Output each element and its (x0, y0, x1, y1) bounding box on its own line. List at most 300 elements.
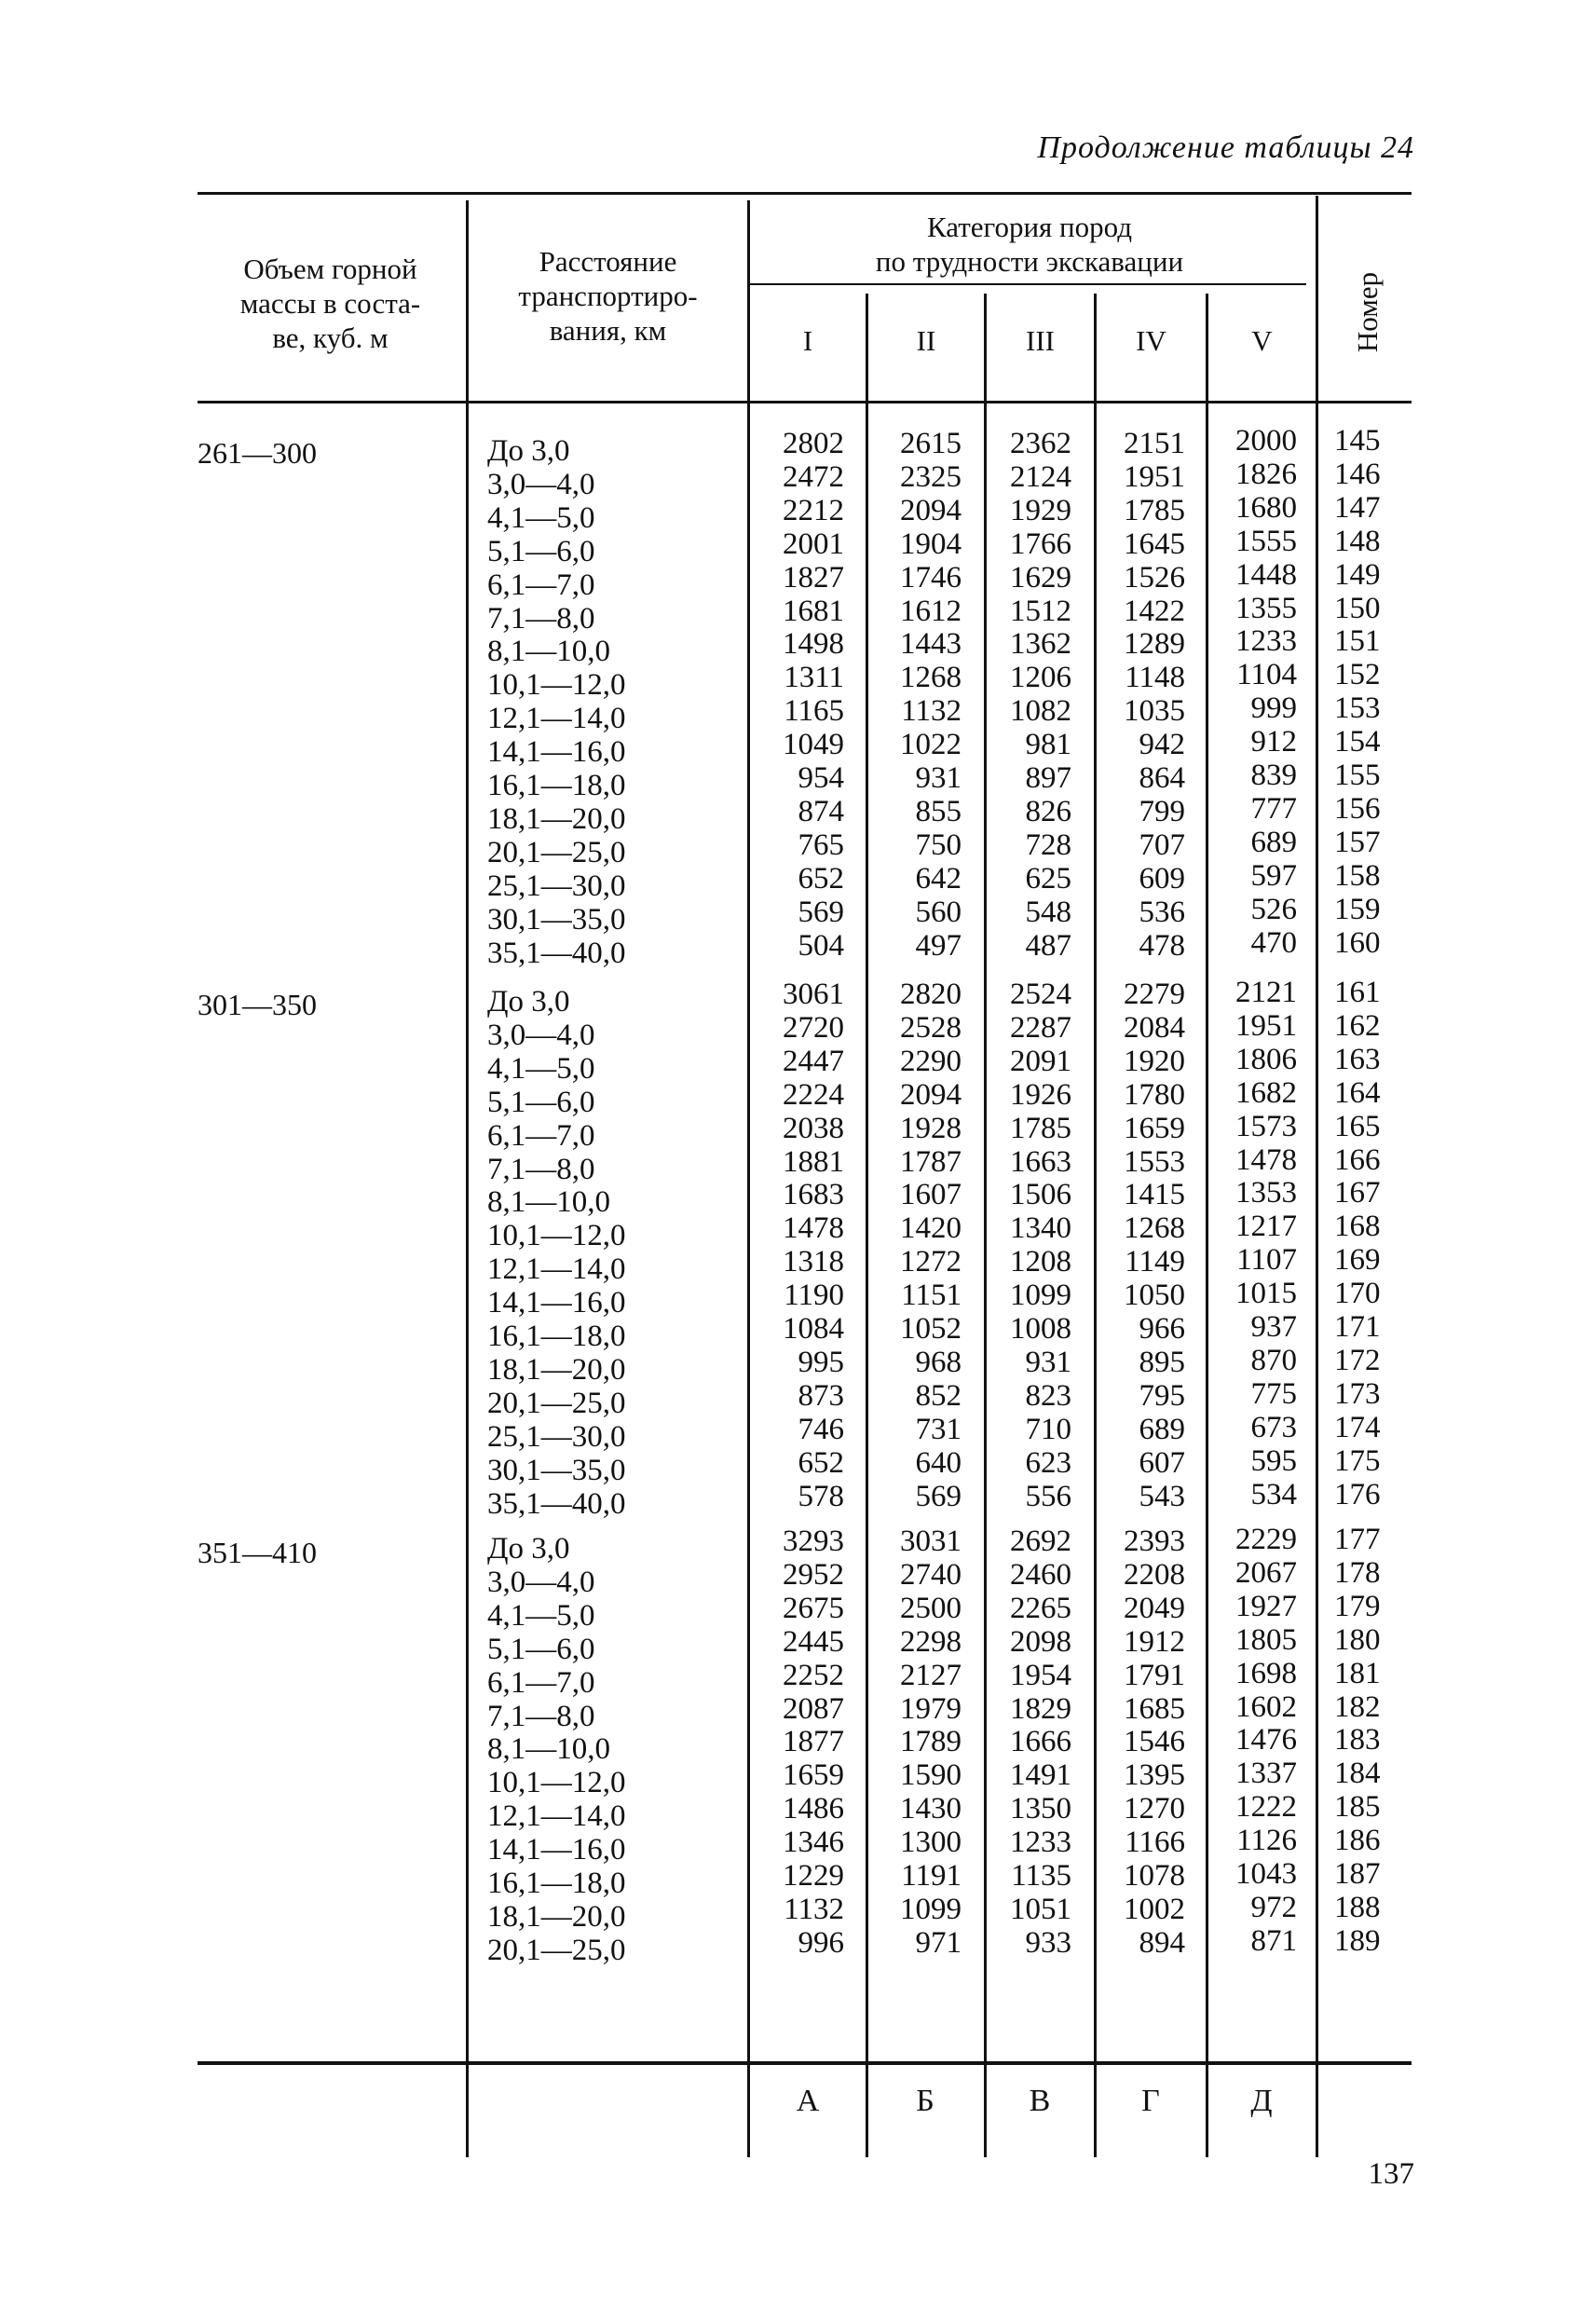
value-cell: 710 (1025, 1412, 1071, 1446)
value-cell: 470 (1250, 925, 1297, 960)
header-category-5: V (1251, 324, 1273, 357)
value-cell: 3031 (900, 1525, 962, 1558)
value-cell: 1415 (1124, 1178, 1185, 1212)
value-cell: 1008 (1010, 1312, 1071, 1347)
value-cell: 1166 (1125, 1826, 1185, 1860)
row-number-cell: 172 (1334, 1343, 1381, 1377)
value-cell: 597 (1250, 858, 1297, 893)
value-cell: 1099 (900, 1892, 962, 1926)
distance-cell: 30,1—35,0 (487, 1453, 626, 1487)
value-cell: 1806 (1235, 1042, 1297, 1076)
volume-label: 261—300 (198, 436, 317, 470)
distance-cell: 20,1—25,0 (487, 1933, 626, 1967)
value-cell: 968 (915, 1345, 962, 1379)
value-cell: 1904 (900, 526, 962, 561)
value-cell: 2124 (1010, 459, 1071, 494)
value-cell: 895 (1139, 1345, 1185, 1379)
value-cell: 1951 (1124, 459, 1185, 494)
value-cell: 1789 (900, 1725, 962, 1759)
value-cell: 2472 (783, 459, 844, 494)
header-category-2: II (916, 324, 936, 357)
row-number-cell: 175 (1334, 1443, 1381, 1478)
value-cell: 2151 (1124, 427, 1185, 460)
value-cell: 556 (1025, 1479, 1071, 1513)
value-cell: 2820 (900, 978, 962, 1011)
value-cell: 1362 (1010, 627, 1071, 662)
value-cell: 2084 (1124, 1010, 1185, 1045)
value-cell: 1685 (1124, 1691, 1185, 1726)
header-category-1: I (802, 324, 813, 357)
value-cell: 870 (1250, 1343, 1297, 1377)
value-cell: 1698 (1235, 1656, 1297, 1690)
value-cell: 1346 (783, 1826, 844, 1860)
value-cell: 1148 (1125, 661, 1185, 695)
value-cell: 1826 (1235, 457, 1297, 491)
value-cell: 2212 (783, 493, 844, 527)
value-cell: 1926 (1010, 1077, 1071, 1112)
value-cell: 746 (798, 1412, 844, 1446)
row-number-cell: 164 (1334, 1075, 1381, 1110)
row-number-cell: 162 (1334, 1008, 1381, 1043)
value-cell: 569 (798, 895, 844, 929)
value-cell: 1191 (901, 1859, 962, 1894)
distance-cell: 25,1—30,0 (487, 868, 626, 903)
row-number-cell: 171 (1334, 1310, 1381, 1345)
value-cell: 642 (915, 861, 962, 896)
value-cell: 1476 (1235, 1723, 1297, 1757)
distance-cell: 16,1—18,0 (487, 1867, 626, 1901)
column-divider (466, 200, 469, 2157)
row-number-cell: 188 (1334, 1890, 1381, 1924)
value-cell: 777 (1250, 791, 1297, 826)
value-cell: 2098 (1010, 1624, 1071, 1659)
value-cell: 625 (1025, 861, 1071, 896)
row-number-cell: 170 (1334, 1277, 1381, 1311)
value-cell: 1877 (783, 1725, 844, 1759)
row-number-cell: 186 (1334, 1824, 1381, 1858)
value-cell: 894 (1139, 1925, 1185, 1960)
value-cell: 2087 (783, 1691, 844, 1726)
header-number: Номер (1351, 271, 1384, 353)
value-cell: 1268 (1124, 1211, 1185, 1246)
values-cat-4 (1101, 978, 1185, 1514)
value-cell: 1206 (1010, 661, 1071, 695)
value-cell: 972 (1250, 1890, 1297, 1924)
distance-cell: 10,1—12,0 (487, 1219, 626, 1253)
values-cat-5 (1211, 977, 1297, 1512)
values-cat-3 (990, 978, 1071, 1514)
value-cell: 852 (915, 1378, 962, 1413)
row-number-cell: 152 (1334, 658, 1381, 692)
values-cat-4 (1101, 428, 1185, 964)
value-cell: 1052 (900, 1312, 962, 1347)
value-cell: 1512 (1010, 594, 1071, 628)
value-cell: 2000 (1235, 424, 1297, 458)
value-cell: 1082 (1010, 694, 1071, 729)
value-cell: 1311 (784, 661, 844, 695)
value-cell: 1780 (1124, 1077, 1185, 1112)
value-cell: 2362 (1010, 427, 1071, 460)
value-cell: 560 (915, 895, 962, 929)
row-number-cell: 174 (1334, 1410, 1381, 1444)
value-cell: 3061 (783, 978, 844, 1011)
value-cell: 2675 (783, 1591, 844, 1625)
value-cell: 1208 (1010, 1245, 1071, 1279)
value-cell: 2049 (1124, 1591, 1185, 1625)
footer-letter-4: Г (1141, 2084, 1160, 2118)
distance-cell: 18,1—20,0 (487, 1899, 626, 1934)
value-cell: 1791 (1124, 1658, 1185, 1692)
value-cell: 2615 (900, 427, 962, 460)
value-cell: 1787 (900, 1144, 962, 1179)
row-number-cell: 187 (1334, 1857, 1381, 1892)
row-number-cell: 181 (1334, 1656, 1381, 1690)
header-distance: Расстояние транспортиро- вания, км (518, 245, 698, 347)
value-cell: 640 (915, 1445, 962, 1480)
distance-cell: 6,1—7,0 (487, 567, 595, 602)
distance-cell: 18,1—20,0 (487, 801, 626, 836)
value-cell: 1340 (1010, 1211, 1071, 1246)
value-cell: 2224 (783, 1077, 844, 1112)
value-cell: 1078 (1124, 1859, 1185, 1894)
values-cat-1 (757, 428, 844, 964)
value-cell: 1629 (1010, 560, 1071, 595)
value-cell: 839 (1250, 759, 1297, 793)
value-cell: 1546 (1124, 1725, 1185, 1759)
value-cell: 1486 (783, 1792, 844, 1826)
value-cell: 2393 (1124, 1525, 1185, 1558)
row-number-cell: 148 (1334, 524, 1381, 558)
value-cell: 1350 (1010, 1792, 1071, 1826)
value-cell: 855 (915, 794, 962, 828)
value-cell: 1165 (784, 694, 844, 729)
value-cell: 1050 (1124, 1279, 1185, 1313)
value-cell: 1132 (901, 694, 962, 729)
distance-column (487, 1533, 626, 1968)
value-cell: 1422 (1124, 594, 1185, 628)
value-cell: 2121 (1235, 976, 1297, 1009)
distance-cell: 16,1—18,0 (487, 1320, 626, 1354)
value-cell: 2067 (1235, 1555, 1297, 1590)
value-cell: 1602 (1235, 1689, 1297, 1724)
value-cell: 995 (798, 1345, 844, 1379)
distance-column (487, 435, 626, 971)
value-cell: 1607 (900, 1178, 962, 1212)
value-cell: 1132 (784, 1892, 844, 1926)
header-category: Категория пород по трудности экскавации (875, 211, 1184, 278)
value-cell: 1049 (783, 728, 844, 762)
footer-letter-5: Д (1250, 2084, 1273, 2118)
value-cell: 1663 (1010, 1144, 1071, 1179)
values-cat-3 (990, 428, 1071, 964)
values-cat-1 (757, 1525, 844, 1961)
value-cell: 2290 (900, 1044, 962, 1078)
value-cell: 2091 (1010, 1044, 1071, 1078)
row-number-cell: 169 (1334, 1243, 1381, 1278)
row-number-cell: 150 (1334, 591, 1381, 625)
value-cell: 1927 (1235, 1589, 1297, 1623)
value-cell: 1805 (1235, 1622, 1297, 1657)
value-cell: 1337 (1235, 1757, 1297, 1791)
value-cell: 1766 (1010, 526, 1071, 561)
footer-letter-1: А (796, 2084, 820, 2118)
header-volume: Объем горной массы в соста- ве, куб. м (239, 253, 421, 354)
distance-cell: 20,1—25,0 (487, 1386, 626, 1420)
value-cell: 1272 (900, 1245, 962, 1279)
value-cell: 609 (1139, 861, 1185, 896)
row-number-cell: 160 (1334, 925, 1381, 960)
value-cell: 504 (798, 928, 844, 963)
value-cell: 1928 (900, 1111, 962, 1145)
distance-cell: 6,1—7,0 (487, 1118, 595, 1153)
value-cell: 3293 (783, 1525, 844, 1558)
row-number-cell: 158 (1334, 858, 1381, 893)
value-cell: 1526 (1124, 560, 1185, 595)
value-cell: 2802 (783, 427, 844, 460)
distance-cell: 35,1—40,0 (487, 936, 626, 970)
distance-cell: 5,1—6,0 (487, 1632, 595, 1666)
value-cell: 1881 (783, 1144, 844, 1179)
header-bottom-rule (198, 401, 1412, 403)
distance-cell: 3,0—4,0 (487, 1018, 595, 1052)
value-cell: 1099 (1010, 1279, 1071, 1313)
value-cell: 1190 (784, 1279, 844, 1313)
value-cell: 1491 (1010, 1758, 1071, 1793)
value-cell: 1553 (1124, 1144, 1185, 1179)
value-cell: 1666 (1010, 1725, 1071, 1759)
value-cell: 1590 (900, 1758, 962, 1793)
distance-cell: 25,1—30,0 (487, 1419, 626, 1454)
distance-cell: 20,1—25,0 (487, 835, 626, 869)
column-divider (866, 294, 868, 2157)
value-cell: 543 (1139, 1479, 1185, 1513)
distance-column (487, 986, 626, 1522)
value-cell: 1035 (1124, 694, 1185, 729)
value-cell: 1746 (900, 560, 962, 595)
row-number-cell: 159 (1334, 892, 1381, 926)
value-cell: 652 (798, 1445, 844, 1480)
value-cell: 487 (1025, 928, 1071, 963)
row-number-cell: 166 (1334, 1142, 1381, 1177)
value-cell: 2692 (1010, 1525, 1071, 1558)
row-number-cell: 155 (1334, 759, 1381, 793)
value-cell: 1051 (1010, 1892, 1071, 1926)
value-cell: 1107 (1236, 1243, 1297, 1278)
values-cat-2 (874, 978, 962, 1514)
value-cell: 1659 (1124, 1111, 1185, 1145)
value-cell: 548 (1025, 895, 1071, 929)
row-number-cell: 178 (1334, 1555, 1381, 1590)
value-cell: 826 (1025, 794, 1071, 828)
value-cell: 1268 (900, 661, 962, 695)
value-cell: 981 (1025, 728, 1071, 762)
row-number-cell: 163 (1334, 1042, 1381, 1076)
value-cell: 2094 (900, 1077, 962, 1112)
value-cell: 931 (915, 761, 962, 796)
value-cell: 1478 (783, 1211, 844, 1246)
values-cat-5 (1211, 1524, 1297, 1959)
value-cell: 1233 (1010, 1826, 1071, 1860)
row-number-cell: 183 (1334, 1723, 1381, 1757)
value-cell: 1270 (1124, 1792, 1185, 1826)
value-cell: 1680 (1235, 490, 1297, 525)
value-cell: 1659 (783, 1758, 844, 1793)
value-cell: 1785 (1010, 1111, 1071, 1145)
distance-cell: До 3,0 (487, 434, 570, 468)
distance-cell: До 3,0 (487, 985, 570, 1019)
value-cell: 1573 (1235, 1109, 1297, 1143)
value-cell: 569 (915, 1479, 962, 1513)
value-cell: 966 (1139, 1312, 1185, 1347)
number-column (1334, 1524, 1381, 1959)
value-cell: 623 (1025, 1445, 1071, 1480)
row-number-cell: 167 (1334, 1176, 1381, 1210)
value-cell: 874 (798, 794, 844, 828)
value-cell: 731 (915, 1412, 962, 1446)
column-divider (984, 294, 987, 2157)
values-cat-3 (990, 1525, 1071, 1961)
value-cell: 536 (1139, 895, 1185, 929)
value-cell: 765 (798, 827, 844, 862)
value-cell: 2094 (900, 493, 962, 527)
row-number-cell: 185 (1334, 1790, 1381, 1825)
row-number-cell: 151 (1334, 624, 1381, 659)
distance-cell: 4,1—5,0 (487, 500, 595, 535)
value-cell: 2500 (900, 1591, 962, 1625)
value-cell: 1951 (1235, 1008, 1297, 1043)
value-cell: 595 (1250, 1443, 1297, 1478)
column-divider (747, 200, 750, 2157)
column-divider (1316, 196, 1318, 2157)
value-cell: 1222 (1235, 1790, 1297, 1825)
values-cat-2 (874, 1525, 962, 1961)
value-cell: 1353 (1235, 1176, 1297, 1210)
value-cell: 1015 (1235, 1277, 1297, 1311)
value-cell: 707 (1139, 827, 1185, 862)
value-cell: 996 (798, 1925, 844, 1960)
value-cell: 2265 (1010, 1591, 1071, 1625)
value-cell: 864 (1139, 761, 1185, 796)
value-cell: 933 (1025, 1925, 1071, 1960)
value-cell: 1829 (1010, 1691, 1071, 1726)
value-cell: 799 (1139, 794, 1185, 828)
row-number-cell: 173 (1334, 1376, 1381, 1411)
value-cell: 1645 (1124, 526, 1185, 561)
row-number-cell: 147 (1334, 490, 1381, 525)
value-cell: 1929 (1010, 493, 1071, 527)
value-cell: 2524 (1010, 978, 1071, 1011)
value-cell: 2298 (900, 1624, 962, 1659)
value-cell: 478 (1139, 928, 1185, 963)
distance-cell: 14,1—16,0 (487, 1833, 626, 1867)
value-cell: 1217 (1235, 1210, 1297, 1244)
number-column (1334, 977, 1381, 1512)
value-cell: 775 (1250, 1376, 1297, 1411)
value-cell: 1827 (783, 560, 844, 595)
value-cell: 1506 (1010, 1178, 1071, 1212)
value-cell: 1443 (900, 627, 962, 662)
value-cell: 937 (1250, 1310, 1297, 1345)
value-cell: 2952 (783, 1557, 844, 1592)
value-cell: 795 (1139, 1378, 1185, 1413)
value-cell: 2229 (1235, 1523, 1297, 1556)
distance-cell: 10,1—12,0 (487, 1766, 626, 1800)
footer-top-rule (198, 2061, 1412, 2065)
value-cell: 1104 (1236, 658, 1297, 692)
table-caption: Продолжение таблицы 24 (1037, 130, 1414, 165)
value-cell: 2279 (1124, 978, 1185, 1011)
value-cell: 578 (798, 1479, 844, 1513)
value-cell: 1681 (783, 594, 844, 628)
value-cell: 1448 (1235, 557, 1297, 592)
value-cell: 1683 (783, 1178, 844, 1212)
distance-cell: 7,1—8,0 (487, 601, 595, 636)
value-cell: 1478 (1235, 1142, 1297, 1177)
value-cell: 1912 (1124, 1624, 1185, 1659)
value-cell: 1084 (783, 1312, 844, 1347)
values-cat-5 (1211, 425, 1297, 961)
row-number-cell: 179 (1334, 1589, 1381, 1623)
distance-cell: 3,0—4,0 (487, 1565, 595, 1599)
value-cell: 2460 (1010, 1557, 1071, 1592)
value-cell: 2287 (1010, 1010, 1071, 1045)
distance-cell: 8,1—10,0 (487, 1732, 610, 1767)
column-divider (1206, 294, 1208, 2157)
value-cell: 999 (1250, 691, 1297, 726)
value-cell: 2445 (783, 1624, 844, 1659)
value-cell: 1229 (783, 1859, 844, 1894)
value-cell: 1555 (1235, 524, 1297, 558)
distance-cell: 4,1—5,0 (487, 1598, 595, 1633)
row-number-cell: 154 (1334, 725, 1381, 759)
value-cell: 2447 (783, 1044, 844, 1078)
value-cell: 871 (1250, 1923, 1297, 1958)
row-number-cell: 176 (1334, 1477, 1381, 1511)
value-cell: 1022 (900, 728, 962, 762)
value-cell: 1612 (900, 594, 962, 628)
distance-cell: 16,1—18,0 (487, 769, 626, 803)
value-cell: 607 (1139, 1445, 1185, 1480)
value-cell: 652 (798, 861, 844, 896)
value-cell: 1682 (1235, 1075, 1297, 1110)
distance-cell: 5,1—6,0 (487, 1085, 595, 1119)
value-cell: 2038 (783, 1111, 844, 1145)
value-cell: 823 (1025, 1378, 1071, 1413)
row-number-cell: 156 (1334, 791, 1381, 826)
value-cell: 526 (1250, 892, 1297, 926)
distance-cell: 30,1—35,0 (487, 902, 626, 937)
value-cell: 942 (1139, 728, 1185, 762)
value-cell: 689 (1250, 825, 1297, 859)
values-cat-2 (874, 428, 962, 964)
value-cell: 1318 (783, 1245, 844, 1279)
value-cell: 2528 (900, 1010, 962, 1045)
footer-letter-3: В (1029, 2084, 1051, 2118)
row-number-cell: 153 (1334, 691, 1381, 726)
header-category-4: IV (1136, 324, 1166, 357)
value-cell: 1149 (1125, 1245, 1185, 1279)
value-cell: 971 (915, 1925, 962, 1960)
value-cell: 1355 (1235, 591, 1297, 625)
distance-cell: 35,1—40,0 (487, 1486, 626, 1521)
distance-cell: 12,1—14,0 (487, 1799, 626, 1834)
header-category-3: III (1026, 324, 1055, 357)
value-cell: 931 (1025, 1345, 1071, 1379)
number-column (1334, 425, 1381, 961)
value-cell: 673 (1250, 1410, 1297, 1444)
distance-cell: 7,1—8,0 (487, 1699, 595, 1733)
volume-label: 351—410 (198, 1536, 317, 1569)
